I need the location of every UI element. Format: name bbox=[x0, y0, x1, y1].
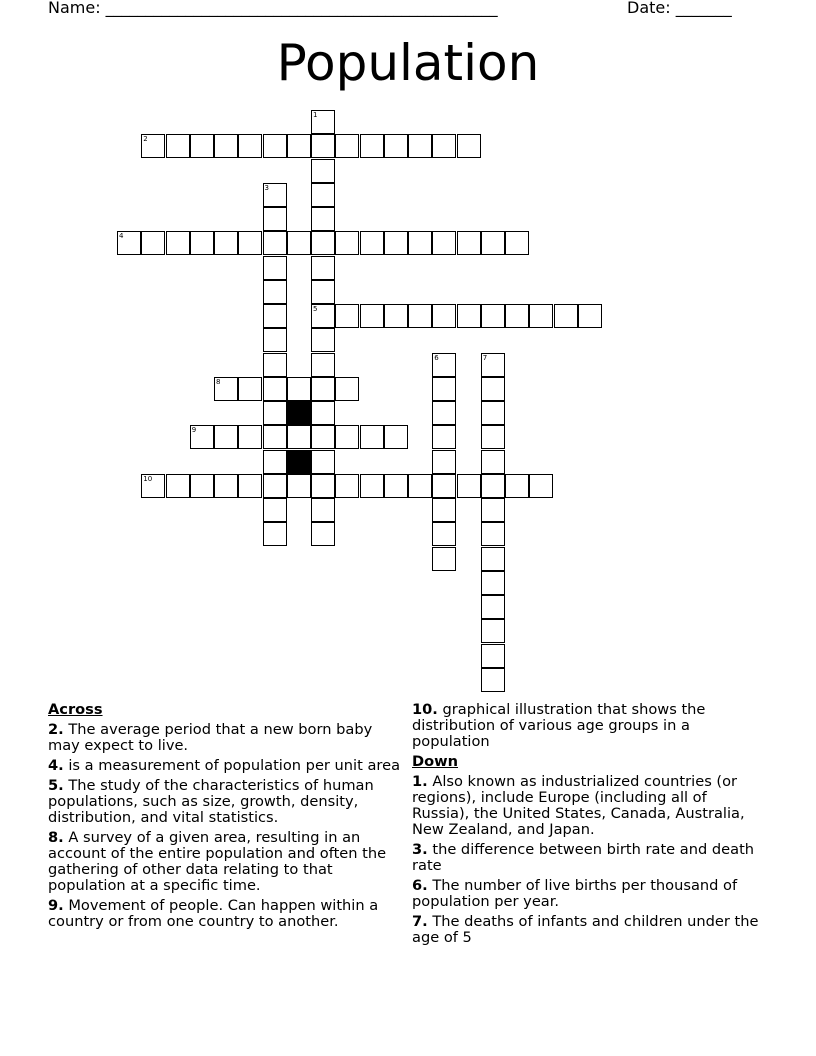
grid-cell[interactable] bbox=[481, 474, 505, 498]
grid-cell[interactable] bbox=[432, 231, 456, 255]
grid-cell[interactable] bbox=[529, 304, 553, 328]
grid-cell[interactable] bbox=[263, 425, 287, 449]
grid-cell[interactable] bbox=[457, 474, 481, 498]
grid-cell[interactable] bbox=[481, 644, 505, 668]
grid-cell[interactable] bbox=[360, 304, 384, 328]
black-square bbox=[287, 401, 311, 425]
clue-number-label: 4 bbox=[119, 232, 124, 241]
down-clue-6 bbox=[412, 878, 766, 910]
grid-cell[interactable] bbox=[263, 304, 287, 328]
across-clue-9 bbox=[48, 898, 402, 930]
grid-cell[interactable] bbox=[481, 450, 505, 474]
across-clue-4 bbox=[48, 758, 402, 774]
grid-cell[interactable] bbox=[263, 256, 287, 280]
grid-cell[interactable] bbox=[481, 401, 505, 425]
grid-cell[interactable] bbox=[214, 231, 238, 255]
clue-number: 5. bbox=[48, 777, 64, 794]
grid-cell[interactable] bbox=[141, 474, 165, 498]
clue-number: 3. bbox=[412, 841, 428, 858]
grid-cell[interactable] bbox=[335, 231, 359, 255]
grid-cell[interactable] bbox=[481, 353, 505, 377]
grid-cell[interactable] bbox=[335, 377, 359, 401]
clue-text: The study of the characteristics of human populations, such as size, growth, density, distribution, and vital statistics. bbox=[48, 777, 374, 826]
grid-cell[interactable] bbox=[408, 304, 432, 328]
grid-cell[interactable] bbox=[190, 474, 214, 498]
down-clue-1 bbox=[412, 774, 766, 838]
page-title: Population bbox=[276, 34, 540, 92]
grid-cell[interactable] bbox=[554, 304, 578, 328]
grid-cell[interactable] bbox=[481, 231, 505, 255]
grid-cell[interactable] bbox=[505, 304, 529, 328]
across-heading: Across bbox=[48, 701, 103, 718]
grid-cell[interactable] bbox=[432, 474, 456, 498]
grid-cell[interactable] bbox=[360, 474, 384, 498]
across-clue-5 bbox=[48, 778, 402, 826]
grid-cell[interactable] bbox=[263, 328, 287, 352]
grid-cell[interactable] bbox=[311, 134, 335, 158]
clue-number: 9. bbox=[48, 897, 64, 914]
grid-cell[interactable] bbox=[335, 304, 359, 328]
clue-number: 6. bbox=[412, 877, 428, 894]
clue-number-label: 9 bbox=[191, 426, 197, 435]
grid-cell[interactable] bbox=[263, 134, 287, 158]
clue-text: A survey of a given area, resulting in an account of the entire population and often the gathering of other data relating to that population at a specific time. bbox=[48, 829, 387, 894]
grid-cell[interactable] bbox=[432, 401, 456, 425]
grid-cell[interactable] bbox=[408, 231, 432, 255]
grid-cell[interactable] bbox=[384, 474, 408, 498]
grid-cell[interactable] bbox=[311, 401, 335, 425]
grid-cell[interactable] bbox=[481, 498, 505, 522]
grid-cell[interactable] bbox=[481, 304, 505, 328]
down-heading: Down bbox=[412, 753, 459, 770]
clue-number: 7. bbox=[412, 913, 428, 930]
clue-text: Also known as industrialized countries (or regions), include Europe (including all of Russia), the United States, Canada, Australia, New Zealand, and Japan. bbox=[412, 773, 745, 838]
grid-cell[interactable] bbox=[311, 207, 335, 231]
grid-cell[interactable] bbox=[263, 353, 287, 377]
grid-cell[interactable] bbox=[141, 231, 165, 255]
grid-cell[interactable] bbox=[360, 134, 384, 158]
grid-cell[interactable] bbox=[311, 522, 335, 546]
grid-cell[interactable] bbox=[263, 450, 287, 474]
grid-cell[interactable] bbox=[481, 619, 505, 643]
grid-cell[interactable] bbox=[432, 425, 456, 449]
grid-cell[interactable] bbox=[311, 353, 335, 377]
grid-cell[interactable] bbox=[335, 425, 359, 449]
grid-cell[interactable] bbox=[287, 474, 311, 498]
clue-number-label: 7 bbox=[482, 353, 488, 362]
clue-number: 2. bbox=[48, 721, 64, 738]
grid-cell[interactable] bbox=[311, 256, 335, 280]
grid-cell[interactable] bbox=[190, 134, 214, 158]
grid-cell[interactable] bbox=[432, 450, 456, 474]
clue-number-label: 3 bbox=[264, 183, 269, 192]
grid-cell[interactable] bbox=[408, 474, 432, 498]
grid-cell[interactable] bbox=[214, 377, 238, 401]
grid-cell[interactable] bbox=[457, 304, 481, 328]
grid-cell[interactable] bbox=[578, 304, 602, 328]
clue-text: the difference between birth rate and death rate bbox=[412, 841, 755, 874]
grid-cell[interactable] bbox=[238, 134, 262, 158]
grid-cell[interactable] bbox=[263, 231, 287, 255]
grid-cell[interactable] bbox=[360, 425, 384, 449]
grid-cell[interactable] bbox=[481, 668, 505, 692]
grid-cell[interactable] bbox=[238, 231, 262, 255]
grid-cell[interactable] bbox=[481, 547, 505, 571]
clue-text: graphical illustration that shows the distribution of various age groups in a population bbox=[412, 701, 706, 750]
grid-cell[interactable] bbox=[481, 595, 505, 619]
grid-cell[interactable] bbox=[457, 231, 481, 255]
clue-number: 10. bbox=[412, 701, 438, 718]
grid-cell[interactable] bbox=[166, 474, 190, 498]
clues-left-column bbox=[48, 702, 402, 934]
grid-cell[interactable] bbox=[481, 522, 505, 546]
grid-cell[interactable] bbox=[263, 183, 287, 207]
grid-cell[interactable] bbox=[287, 231, 311, 255]
grid-cell[interactable] bbox=[481, 425, 505, 449]
grid-cell[interactable] bbox=[384, 231, 408, 255]
grid-cell[interactable] bbox=[166, 134, 190, 158]
clue-number-label: 5 bbox=[313, 305, 318, 313]
grid-cell[interactable] bbox=[311, 231, 335, 255]
clue-text: The number of live births per thousand of population per year. bbox=[412, 877, 738, 910]
grid-cell[interactable] bbox=[263, 280, 287, 304]
grid-cell[interactable] bbox=[529, 474, 553, 498]
black-square bbox=[287, 450, 311, 474]
grid-cell[interactable] bbox=[214, 425, 238, 449]
clue-number: 1. bbox=[412, 773, 428, 790]
grid-cell[interactable] bbox=[432, 377, 456, 401]
grid-cell[interactable] bbox=[311, 328, 335, 352]
grid-cell[interactable] bbox=[311, 498, 335, 522]
grid-cell[interactable] bbox=[214, 474, 238, 498]
grid-cell[interactable] bbox=[287, 377, 311, 401]
clue-number-label: 6 bbox=[434, 353, 439, 362]
grid-cell[interactable] bbox=[311, 474, 335, 498]
grid-cell[interactable] bbox=[287, 425, 311, 449]
grid-cell[interactable] bbox=[117, 231, 141, 255]
grid-cell[interactable] bbox=[457, 134, 481, 158]
across-clue-8 bbox=[48, 830, 402, 894]
clue-number: 8. bbox=[48, 829, 64, 846]
grid-cell[interactable] bbox=[238, 377, 262, 401]
grid-cell[interactable] bbox=[432, 134, 456, 158]
grid-cell[interactable] bbox=[432, 498, 456, 522]
grid-cell[interactable] bbox=[432, 353, 456, 377]
name-field-line: Name: _________________________________________________ bbox=[48, 0, 498, 17]
grid-cell[interactable] bbox=[263, 377, 287, 401]
grid-cell[interactable] bbox=[263, 207, 287, 231]
grid-cell[interactable] bbox=[141, 134, 165, 158]
grid-cell[interactable] bbox=[481, 377, 505, 401]
grid-cell[interactable] bbox=[432, 547, 456, 571]
across-clue-2 bbox=[48, 722, 402, 754]
clue-number-label: 2 bbox=[143, 135, 148, 144]
grid-cell[interactable] bbox=[311, 183, 335, 207]
grid-cell[interactable] bbox=[481, 571, 505, 595]
grid-cell[interactable] bbox=[335, 474, 359, 498]
grid-cell[interactable] bbox=[263, 401, 287, 425]
grid-cell[interactable] bbox=[311, 304, 335, 328]
clue-number: 4. bbox=[48, 757, 64, 774]
across-clue-10 bbox=[412, 702, 766, 750]
grid-cell[interactable] bbox=[166, 231, 190, 255]
down-clue-7 bbox=[412, 914, 766, 946]
grid-cell[interactable] bbox=[190, 425, 214, 449]
grid-cell[interactable] bbox=[311, 159, 335, 183]
grid-cell[interactable] bbox=[311, 450, 335, 474]
grid-cell[interactable] bbox=[263, 498, 287, 522]
grid-cell[interactable] bbox=[238, 474, 262, 498]
clue-text: The average period that a new born baby may expect to live. bbox=[48, 721, 373, 754]
down-clue-3 bbox=[412, 842, 766, 874]
grid-cell[interactable] bbox=[384, 304, 408, 328]
grid-cell[interactable] bbox=[335, 134, 359, 158]
grid-cell[interactable] bbox=[214, 134, 238, 158]
grid-cell[interactable] bbox=[384, 425, 408, 449]
grid-cell[interactable] bbox=[360, 231, 384, 255]
clue-text: is a measurement of population per unit area bbox=[68, 757, 401, 774]
clue-text: Movement of people. Can happen within a country or from one country to another. bbox=[48, 897, 379, 930]
grid-cell[interactable] bbox=[311, 110, 335, 134]
grid-cell[interactable] bbox=[408, 134, 432, 158]
grid-cell[interactable] bbox=[505, 474, 529, 498]
grid-cell[interactable] bbox=[190, 231, 214, 255]
grid-cell[interactable] bbox=[263, 474, 287, 498]
clue-number-label: 1 bbox=[313, 111, 318, 119]
grid-cell[interactable] bbox=[505, 231, 529, 255]
grid-cell[interactable] bbox=[432, 522, 456, 546]
clue-text: The deaths of infants and children under the age of 5 bbox=[412, 913, 759, 946]
grid-cell[interactable] bbox=[432, 304, 456, 328]
grid-cell[interactable] bbox=[287, 134, 311, 158]
grid-cell[interactable] bbox=[311, 377, 335, 401]
clues-right-column bbox=[412, 702, 766, 950]
clue-number-label: 10 bbox=[143, 474, 153, 483]
date-field-line: Date: _______ bbox=[627, 0, 732, 17]
grid-cell[interactable] bbox=[311, 280, 335, 304]
grid-cell[interactable] bbox=[238, 425, 262, 449]
grid-cell[interactable] bbox=[311, 425, 335, 449]
grid-cell[interactable] bbox=[384, 134, 408, 158]
grid-cell[interactable] bbox=[263, 522, 287, 546]
clue-number-label: 8 bbox=[216, 377, 221, 386]
